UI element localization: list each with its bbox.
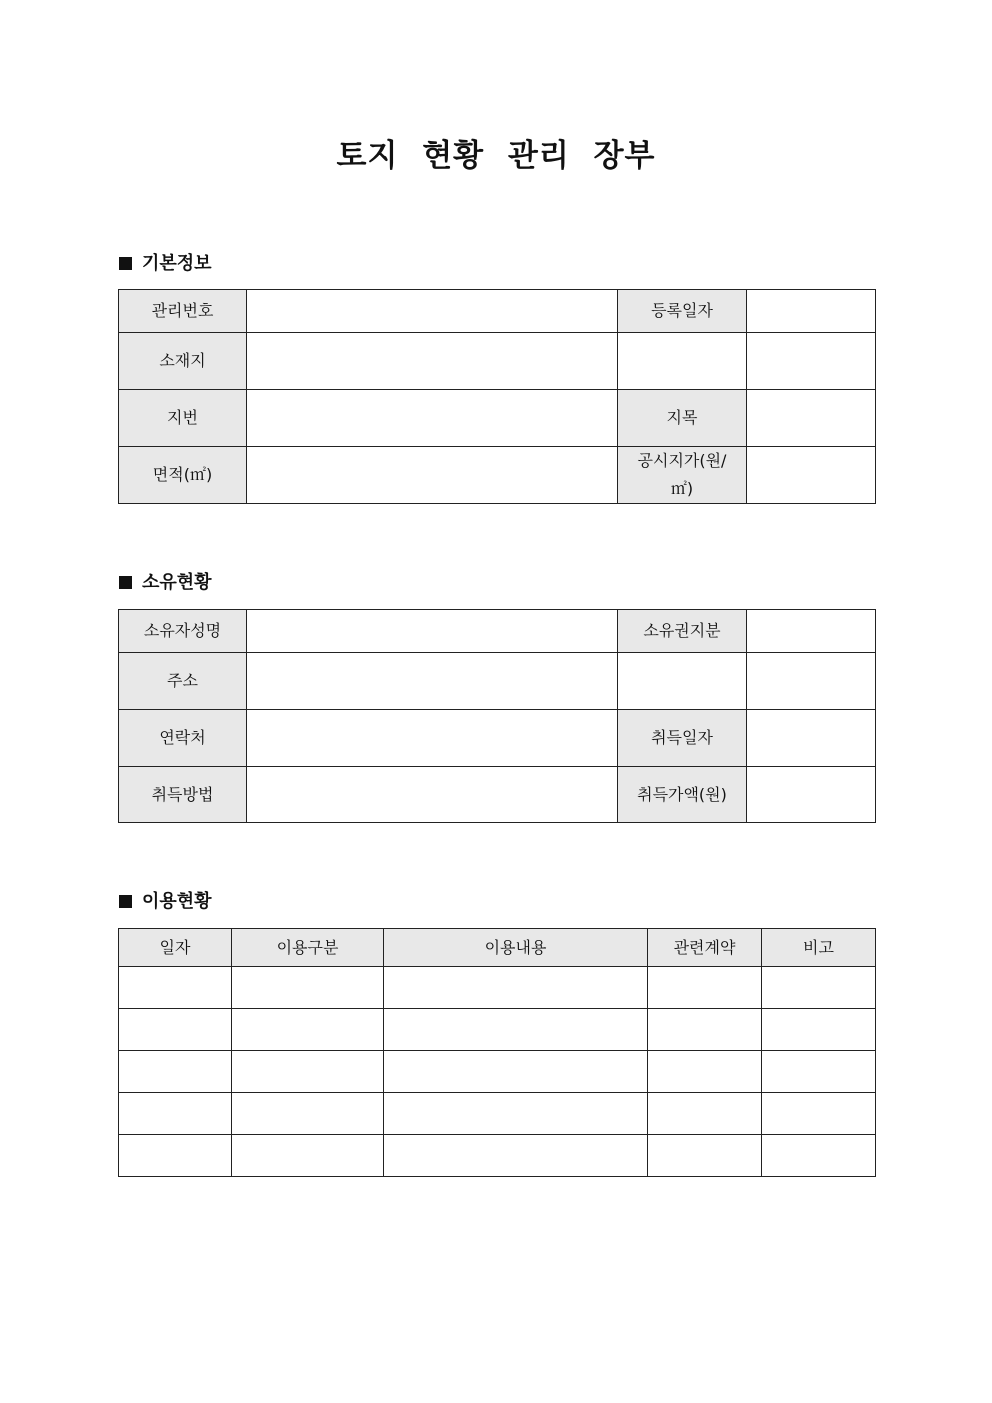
land-category-field[interactable] — [747, 390, 876, 447]
usage-detail-cell[interactable] — [384, 1009, 648, 1051]
acquisition-method-field[interactable] — [247, 767, 618, 823]
table-row — [119, 290, 876, 333]
square-bullet-icon — [119, 895, 132, 908]
land-category-label: 지목 — [618, 390, 747, 447]
date-cell[interactable] — [119, 1009, 232, 1051]
date-cell[interactable] — [119, 1093, 232, 1135]
table-row — [119, 1009, 876, 1051]
remarks-cell[interactable] — [762, 967, 876, 1009]
table-header-row — [119, 929, 876, 967]
related-contract-cell[interactable] — [648, 967, 762, 1009]
table-row — [119, 710, 876, 767]
location-extra-field-1[interactable] — [618, 333, 747, 390]
table-row — [119, 967, 876, 1009]
address-extra-field-2[interactable] — [747, 653, 876, 710]
acquisition-price-label: 취득가액(원) — [618, 767, 747, 823]
section-heading-usage-label: 이용현황 — [142, 891, 212, 912]
address-extra-field-1[interactable] — [618, 653, 747, 710]
location-extra-field-2[interactable] — [747, 333, 876, 390]
related-contract-cell[interactable] — [648, 1009, 762, 1051]
usage-detail-cell[interactable] — [384, 967, 648, 1009]
location-field[interactable] — [247, 333, 618, 390]
column-header-date: 일자 — [119, 929, 232, 967]
section-heading-basic — [119, 251, 212, 277]
registration-date-label: 등록일자 — [618, 290, 747, 333]
official-price-field[interactable] — [747, 447, 876, 504]
table-row — [119, 1051, 876, 1093]
section-heading-usage — [119, 889, 212, 915]
contact-label: 연락처 — [119, 710, 247, 767]
usage-type-cell[interactable] — [232, 1135, 384, 1177]
usage-detail-cell[interactable] — [384, 1135, 648, 1177]
usage-detail-cell[interactable] — [384, 1051, 648, 1093]
remarks-cell[interactable] — [762, 1135, 876, 1177]
square-bullet-icon — [119, 576, 132, 589]
table-row — [119, 390, 876, 447]
table-row — [119, 610, 876, 653]
column-header-usage-detail: 이용내용 — [384, 929, 648, 967]
owner-name-field[interactable] — [247, 610, 618, 653]
table-row — [119, 447, 876, 504]
related-contract-cell[interactable] — [648, 1051, 762, 1093]
area-label: 면적(㎡) — [119, 447, 247, 504]
owner-name-label: 소유자성명 — [119, 610, 247, 653]
official-price-label: 공시지가(원/㎡) — [637, 451, 727, 498]
acquisition-date-label: 취득일자 — [618, 710, 747, 767]
date-cell[interactable] — [119, 1135, 232, 1177]
section-heading-basic-label: 기본정보 — [142, 253, 212, 274]
acquisition-date-field[interactable] — [747, 710, 876, 767]
lot-no-label: 지번 — [119, 390, 247, 447]
usage-type-cell[interactable] — [232, 1051, 384, 1093]
ownership-table — [118, 609, 876, 823]
lot-no-field[interactable] — [247, 390, 618, 447]
acquisition-method-label: 취득방법 — [119, 767, 247, 823]
usage-table — [118, 928, 876, 1177]
column-header-remarks: 비고 — [762, 929, 876, 967]
location-label: 소재지 — [119, 333, 247, 390]
ownership-share-label: 소유권지분 — [618, 610, 747, 653]
registration-date-field[interactable] — [747, 290, 876, 333]
column-header-related-contract: 관련계약 — [648, 929, 762, 967]
related-contract-cell[interactable] — [648, 1135, 762, 1177]
usage-type-cell[interactable] — [232, 967, 384, 1009]
remarks-cell[interactable] — [762, 1093, 876, 1135]
square-bullet-icon — [119, 257, 132, 270]
section-heading-ownership-label: 소유현황 — [142, 572, 212, 593]
basic-info-table — [118, 289, 876, 504]
address-field[interactable] — [247, 653, 618, 710]
remarks-cell[interactable] — [762, 1051, 876, 1093]
usage-type-cell[interactable] — [232, 1093, 384, 1135]
management-no-field[interactable] — [247, 290, 618, 333]
table-row — [119, 333, 876, 390]
ownership-share-field[interactable] — [747, 610, 876, 653]
official-price-label-cell — [618, 447, 747, 504]
area-field[interactable] — [247, 447, 618, 504]
management-no-label: 관리번호 — [119, 290, 247, 333]
acquisition-price-field[interactable] — [747, 767, 876, 823]
date-cell[interactable] — [119, 967, 232, 1009]
table-row — [119, 653, 876, 710]
usage-type-cell[interactable] — [232, 1009, 384, 1051]
remarks-cell[interactable] — [762, 1009, 876, 1051]
column-header-usage-type: 이용구분 — [232, 929, 384, 967]
address-label: 주소 — [119, 653, 247, 710]
page-title: 토지 현황 관리 장부 — [336, 138, 656, 174]
related-contract-cell[interactable] — [648, 1093, 762, 1135]
contact-field[interactable] — [247, 710, 618, 767]
table-row — [119, 1093, 876, 1135]
date-cell[interactable] — [119, 1051, 232, 1093]
section-heading-ownership — [119, 570, 212, 596]
table-row — [119, 1135, 876, 1177]
usage-detail-cell[interactable] — [384, 1093, 648, 1135]
table-row — [119, 767, 876, 823]
